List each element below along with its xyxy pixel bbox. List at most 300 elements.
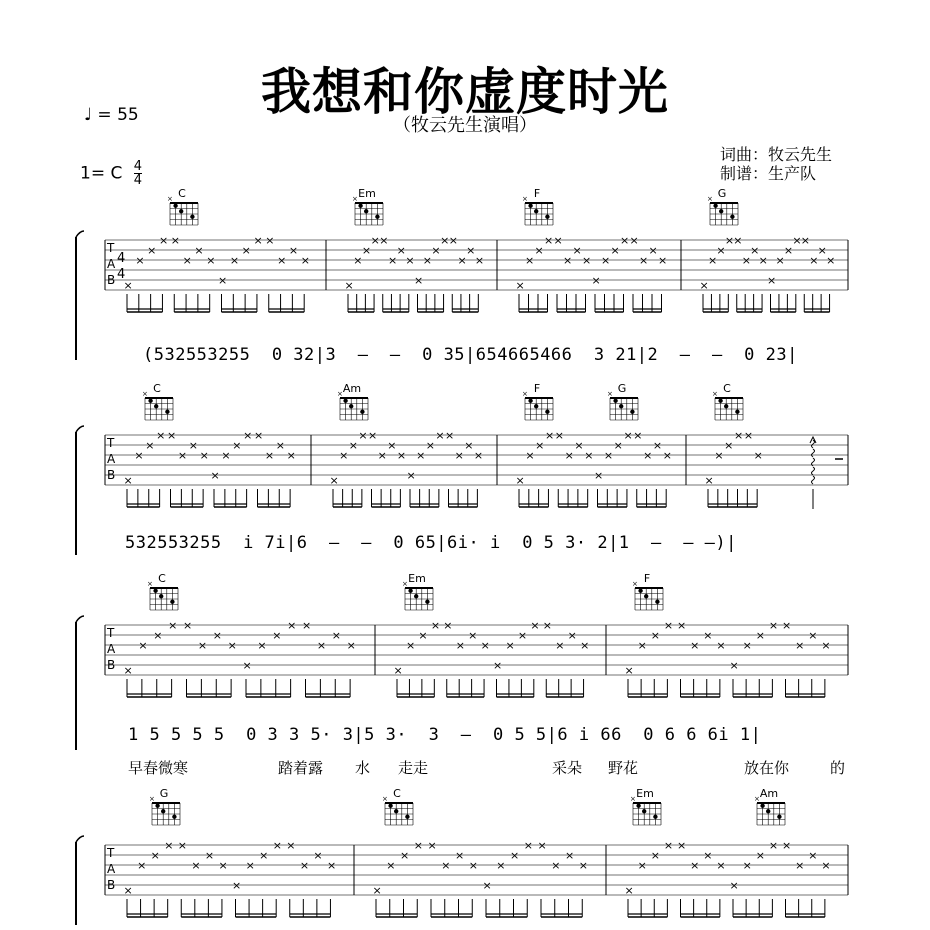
tab-note-x: × [427, 839, 437, 852]
tab-note-x: × [243, 429, 253, 442]
chord-diagram [147, 572, 178, 610]
tab-note-x: × [443, 619, 453, 632]
tab-note-x: × [177, 449, 188, 462]
tab-note-x: × [482, 879, 492, 892]
svg-text:×: × [632, 580, 638, 588]
tab-note-x: × [741, 254, 751, 267]
tab-note-x: × [316, 639, 327, 652]
tab-note-x: × [414, 274, 424, 287]
tab-note-x: × [703, 849, 713, 862]
tab-note-x: × [525, 449, 535, 462]
credits-arranger: 制谱：生产队 [720, 164, 817, 183]
chord-diagram [167, 187, 198, 225]
tab-note-x: × [699, 279, 709, 292]
tab-note-x: × [690, 859, 700, 872]
tab-staff-svg [0, 185, 930, 365]
svg-text:×: × [607, 390, 613, 398]
system-bracket-cap [76, 616, 84, 622]
tab-note-x: × [153, 629, 163, 642]
tab-note-x: × [729, 659, 739, 672]
tab-note-x: × [767, 274, 777, 287]
lyric-word: 放在你 [744, 759, 790, 777]
tab-note-x: × [242, 659, 252, 672]
tab-note-x: × [783, 244, 794, 257]
tab-note-x: × [525, 254, 535, 267]
tab-note-x: × [191, 859, 201, 872]
svg-text:×: × [712, 390, 718, 398]
tab-note-x: × [714, 449, 724, 462]
chord-name: C [393, 787, 401, 800]
tab-note-x: × [221, 449, 231, 462]
tab-note-x: × [637, 859, 647, 872]
chord-name: F [643, 572, 651, 585]
tab-note-x: × [396, 449, 407, 462]
tab-note-x: × [257, 639, 267, 652]
tab-note-x: × [418, 629, 428, 642]
tab-note-x: × [535, 439, 545, 452]
chord-name: F [533, 187, 541, 200]
chord-name: Em [358, 187, 376, 200]
tab-note-x: × [800, 234, 810, 247]
score-system-4 [0, 785, 930, 930]
system-bracket-cap [76, 231, 84, 237]
tab-note-x: × [530, 619, 540, 632]
tab-note-x: × [164, 839, 174, 852]
svg-text:×: × [707, 195, 713, 203]
tab-clef-letter: T [107, 626, 115, 640]
tab-note-x: × [182, 254, 192, 267]
tab-note-x: × [564, 449, 574, 462]
tab-note-x: × [147, 244, 157, 257]
tab-time-signature: 4 [117, 251, 126, 266]
tab-note-x: × [580, 639, 590, 652]
tab-note-x: × [123, 664, 133, 677]
svg-text:×: × [167, 195, 173, 203]
tab-note-x: × [551, 859, 561, 872]
tab-note-x: × [454, 449, 464, 462]
chord-name: Em [636, 787, 654, 800]
tab-note-x: × [464, 439, 474, 452]
tab-note-x: × [123, 474, 133, 487]
tab-note-x: × [648, 244, 658, 257]
tab-note-x: × [287, 619, 297, 632]
tab-note-x: × [379, 234, 389, 247]
tab-note-x: × [199, 449, 209, 462]
tab-note-x: × [445, 429, 455, 442]
tab-note-x: × [639, 254, 649, 267]
tab-note-x: × [795, 639, 805, 652]
tab-note-x: × [170, 234, 180, 247]
tab-note-x: × [555, 639, 565, 652]
tab-note-x: × [658, 254, 668, 267]
svg-text:×: × [522, 195, 528, 203]
tab-note-x: × [218, 274, 228, 287]
tab-note-x: × [288, 244, 299, 257]
tab-note-x: × [505, 639, 515, 652]
tab-note-x: × [826, 254, 836, 267]
tab-note-x: × [245, 859, 255, 872]
tab-note-x: × [158, 234, 169, 247]
tab-note-x: × [156, 429, 166, 442]
lyric-word: 走走 [398, 759, 429, 777]
tab-note-x: × [792, 234, 802, 247]
time-sig-top: 4 [133, 159, 143, 174]
lyric-word: 水 [355, 759, 371, 777]
chord-name: C [158, 572, 166, 585]
chord-name: Am [759, 787, 779, 800]
system-bracket-cap [76, 836, 84, 842]
chord-diagram [630, 787, 661, 825]
tab-note-x: × [286, 839, 296, 852]
chord-name: G [717, 187, 727, 200]
tab-note-x: × [515, 474, 525, 487]
chord-name: C [723, 382, 731, 395]
tab-note-x: × [406, 469, 416, 482]
score-system-1 [0, 185, 930, 375]
tab-staff-svg [0, 785, 930, 930]
tab-note-x: × [138, 639, 148, 652]
tab-note-x: × [466, 244, 476, 257]
tab-time-signature: 4 [117, 267, 126, 282]
tab-note-x: × [808, 849, 818, 862]
tab-note-x: × [578, 859, 588, 872]
tab-note-x: × [610, 244, 620, 257]
tab-note-x: × [254, 429, 264, 442]
tab-note-x: × [755, 849, 765, 862]
key-label: 1= C [80, 163, 123, 184]
tab-note-x: × [150, 849, 160, 862]
svg-text:×: × [402, 580, 408, 588]
tab-note-x: × [137, 859, 147, 872]
tab-note-x: × [553, 234, 563, 247]
jianpu-notation: 1 5 5 5 5 0 3 3 5· 3|5 3· 3 — 0 5 5|6 i 66 0 6 6 6i 1| [128, 725, 762, 745]
tab-note-x: × [707, 254, 718, 267]
lyric-word: 采朵 [552, 759, 583, 777]
tab-note-x: × [253, 234, 263, 247]
tab-note-x: × [277, 254, 287, 267]
lyric-word: 踏着露 [278, 759, 324, 777]
tab-note-x: × [425, 439, 435, 452]
tab-note-x: × [733, 234, 743, 247]
chord-diagram [382, 787, 413, 825]
svg-text:×: × [630, 795, 636, 803]
arpeggio-roll [812, 476, 815, 484]
tab-note-x: × [413, 839, 423, 852]
chord-diagram [352, 187, 383, 225]
tab-clef-letter: B [107, 878, 116, 892]
tab-note-x: × [603, 449, 614, 462]
tab-note-x: × [677, 619, 687, 632]
tab-clef-letter: A [107, 452, 116, 466]
tab-note-x: × [537, 839, 547, 852]
tab-note-x: × [400, 849, 410, 862]
tab-note-x: × [123, 279, 133, 292]
tab-note-x: × [197, 639, 208, 652]
tab-note-x: × [227, 639, 237, 652]
chord-diagram [522, 187, 553, 225]
tab-note-x: × [455, 849, 465, 862]
tab-note-x: × [440, 234, 450, 247]
tab-note-x: × [441, 859, 451, 872]
svg-text:×: × [352, 195, 358, 203]
tab-note-x: × [690, 639, 700, 652]
tab-note-x: × [572, 244, 582, 257]
chord-diagram [754, 787, 785, 825]
tab-note-x: × [457, 254, 467, 267]
tab-note-x: × [326, 859, 337, 872]
song-subtitle: （牧云先生演唱） [393, 115, 537, 136]
tab-note-x: × [123, 884, 133, 897]
tab-clef-letter: A [107, 862, 116, 876]
tab-note-x: × [229, 254, 240, 267]
tab-note-x: × [594, 469, 604, 482]
arpeggio-roll [812, 467, 815, 475]
credits-lyricist: 词曲：牧云先生 [720, 145, 833, 164]
tab-note-x: × [435, 429, 445, 442]
tab-note-x: × [652, 439, 663, 452]
tab-note-x: × [168, 619, 178, 632]
chord-diagram [142, 382, 173, 420]
tab-note-x: × [623, 429, 633, 442]
tab-note-x: × [272, 629, 282, 642]
tab-note-x: × [724, 439, 734, 452]
tab-note-x: × [613, 439, 623, 452]
tab-note-x: × [662, 449, 672, 462]
tab-note-x: × [795, 859, 805, 872]
tab-note-x: × [188, 439, 198, 452]
system-bracket-cap [76, 426, 84, 432]
tab-note-x: × [210, 469, 220, 482]
tab-clef-letter: A [107, 642, 116, 656]
tab-note-x: × [510, 849, 520, 862]
tab-note-x: × [286, 449, 296, 462]
score-system-3 [0, 570, 930, 780]
svg-text:×: × [337, 390, 343, 398]
tab-note-x: × [742, 859, 752, 872]
tab-note-x: × [396, 244, 406, 257]
tab-note-x: × [650, 629, 660, 642]
svg-text:×: × [147, 580, 153, 588]
lyric-word: 的 [830, 759, 846, 777]
arpeggio-roll [812, 440, 815, 448]
tab-note-x: × [206, 254, 216, 267]
tab-note-x: × [734, 429, 744, 442]
tab-note-x: × [474, 254, 485, 267]
song-title: 我想和你虚度时光 [261, 63, 669, 121]
tab-note-x: × [455, 639, 465, 652]
chord-name: G [159, 787, 169, 800]
tab-note-x: × [302, 619, 312, 632]
tab-note-x: × [405, 254, 415, 267]
tab-note-x: × [361, 244, 372, 257]
svg-text:×: × [754, 795, 760, 803]
chord-diagram [337, 382, 368, 420]
tab-note-x: × [135, 254, 145, 267]
tab-clef-letter: T [107, 846, 115, 860]
tab-note-x: × [554, 429, 564, 442]
tab-note-x: × [218, 859, 228, 872]
tab-note-x: × [167, 429, 177, 442]
tab-note-x: × [496, 859, 506, 872]
tab-note-x: × [517, 629, 528, 642]
tab-note-x: × [624, 664, 634, 677]
tab-note-x: × [232, 439, 242, 452]
tab-note-x: × [241, 244, 251, 257]
tab-clef-letter: B [107, 468, 116, 482]
tab-note-x: × [753, 449, 763, 462]
tab-clef-letter: A [107, 257, 116, 271]
tab-note-x: × [358, 429, 368, 442]
tab-note-x: × [703, 629, 713, 642]
tab-note-x: × [716, 244, 726, 257]
tab-note-x: × [134, 449, 144, 462]
tab-note-x: × [422, 254, 432, 267]
tab-note-x: × [677, 839, 687, 852]
chord-name: Am [342, 382, 362, 395]
svg-text:×: × [522, 390, 528, 398]
tab-note-x: × [755, 629, 765, 642]
tab-note-x: × [650, 849, 660, 862]
svg-text:×: × [149, 795, 155, 803]
tab-note-x: × [473, 449, 484, 462]
tab-note-x: × [177, 839, 187, 852]
tab-note-x: × [663, 619, 674, 632]
tab-note-x: × [663, 839, 674, 852]
tab-note-x: × [353, 254, 363, 267]
tab-note-x: × [348, 439, 358, 452]
tab-note-x: × [329, 474, 339, 487]
tab-note-x: × [544, 234, 554, 247]
arpeggio-roll [812, 449, 815, 457]
tab-note-x: × [259, 849, 269, 862]
tab-note-x: × [493, 659, 503, 672]
tab-note-x: × [729, 879, 739, 892]
tab-note-x: × [574, 439, 584, 452]
tab-note-x: × [643, 449, 653, 462]
tab-note-x: × [145, 439, 155, 452]
tab-note-x: × [430, 619, 441, 632]
tab-note-x: × [534, 244, 544, 257]
tab-note-x: × [416, 449, 426, 462]
tab-note-x: × [724, 234, 735, 247]
tab-note-x: × [821, 859, 831, 872]
tab-note-x: × [582, 254, 592, 267]
lyric-word: 早春微寒 [128, 759, 189, 777]
tab-note-x: × [386, 859, 396, 872]
tab-clef-letter: T [107, 241, 115, 255]
chord-name: G [617, 382, 627, 395]
tab-note-x: × [299, 859, 310, 872]
tab-note-x: × [743, 429, 754, 442]
tab-note-x: × [370, 234, 380, 247]
tab-note-x: × [300, 254, 310, 267]
tab-note-x: × [775, 254, 785, 267]
tab-note-x: × [313, 849, 323, 862]
tab-note-x: × [183, 619, 193, 632]
tab-note-x: × [275, 439, 285, 452]
tab-note-x: × [542, 619, 552, 632]
tab-note-x: × [194, 244, 204, 257]
tab-note-x: × [431, 244, 441, 257]
tab-note-x: × [393, 664, 403, 677]
tab-note-x: × [584, 449, 594, 462]
tab-note-x: × [264, 449, 275, 462]
tab-note-x: × [387, 439, 397, 452]
tab-note-x: × [480, 639, 490, 652]
tab-note-x: × [808, 629, 818, 642]
chord-name: F [533, 382, 541, 395]
tab-note-x: × [272, 839, 282, 852]
tab-note-x: × [212, 629, 222, 642]
tab-note-x: × [768, 619, 779, 632]
tab-note-x: × [704, 474, 714, 487]
tab-note-x: × [620, 234, 630, 247]
tab-note-x: × [633, 429, 643, 442]
tab-note-x: × [565, 849, 575, 862]
tab-note-x: × [782, 619, 792, 632]
tab-note-x: × [742, 639, 752, 652]
lyric-word: 野花 [608, 759, 639, 777]
credits [720, 145, 832, 183]
tab-note-x: × [346, 639, 356, 652]
chord-name: C [178, 187, 186, 200]
chord-diagram [632, 572, 663, 610]
jianpu-notation: (532553255 0 32|3 — — 0 35|654665466 3 21|2 — — 0 23| [143, 345, 798, 365]
tab-note-x: × [468, 859, 478, 872]
tab-note-x: × [265, 234, 275, 247]
tab-note-x: × [750, 244, 760, 257]
tab-note-x: × [339, 449, 349, 462]
tab-note-x: × [809, 254, 819, 267]
tab-note-x: × [782, 839, 792, 852]
tab-note-x: × [716, 639, 726, 652]
svg-text:×: × [142, 390, 148, 398]
tab-clef-letter: B [107, 273, 116, 287]
tab-note-x: × [344, 279, 354, 292]
tab-note-x: × [448, 234, 458, 247]
tab-note-x: × [405, 639, 416, 652]
key-signature [80, 160, 142, 187]
tab-note-x: × [368, 429, 378, 442]
tab-note-x: × [768, 839, 779, 852]
tab-note-x: × [758, 254, 768, 267]
tab-note-x: × [624, 884, 634, 897]
tab-note-x: × [515, 279, 525, 292]
tab-note-x: × [387, 254, 398, 267]
tab-note-x: × [716, 859, 726, 872]
tab-note-x: × [817, 244, 827, 257]
chord-diagram [522, 382, 553, 420]
tab-note-x: × [601, 254, 611, 267]
tab-note-x: × [523, 839, 533, 852]
tab-note-x: × [232, 879, 242, 892]
tab-clef-letter: B [107, 658, 116, 672]
score-system-2 [0, 380, 930, 570]
tab-note-x: × [591, 274, 601, 287]
chord-diagram [607, 382, 638, 420]
tab-note-x: × [372, 884, 382, 897]
tab-note-x: × [377, 449, 387, 462]
tab-note-x: × [331, 629, 341, 642]
jianpu-notation: 532553255 i 7i|6 — — 0 65|6i· i 0 5 3· 2|1 — — —)| [125, 533, 737, 553]
tab-note-x: × [567, 629, 577, 642]
tab-note-x: × [563, 254, 573, 267]
tab-note-x: × [637, 639, 647, 652]
tab-note-x: × [629, 234, 639, 247]
tab-note-x: × [204, 849, 215, 862]
chord-name: Em [408, 572, 426, 585]
tab-note-x: × [821, 639, 831, 652]
